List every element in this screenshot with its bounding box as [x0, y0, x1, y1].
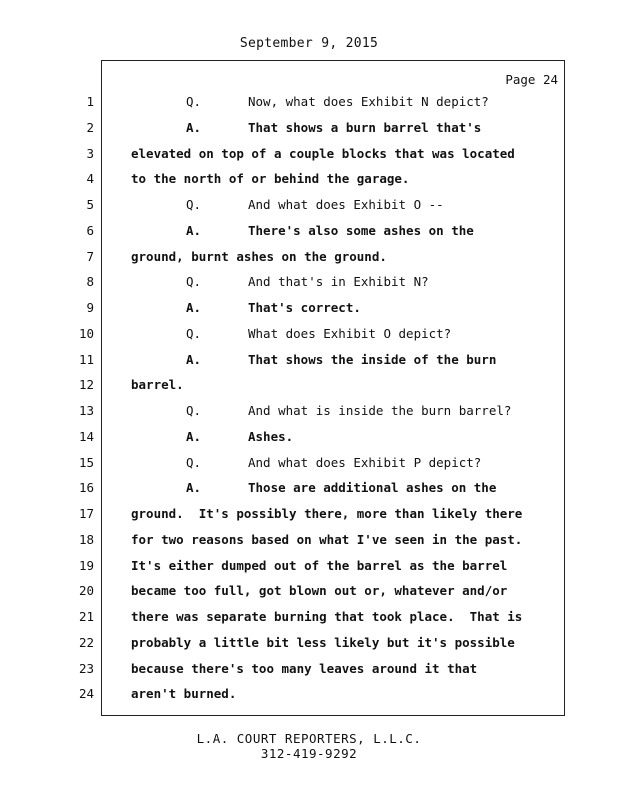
line-number: 1 — [86, 94, 94, 109]
line-number: 11 — [78, 351, 94, 367]
line-number: 23 — [78, 660, 94, 676]
line-text: That shows the inside of the burn — [248, 351, 497, 367]
answer-marker: A. — [186, 351, 202, 367]
line-text: ground, burnt ashes on the ground. — [131, 248, 387, 264]
line-text: to the north of or behind the garage. — [131, 171, 410, 187]
line-text: There's also some ashes on the — [248, 222, 474, 238]
transcript-line — [0, 429, 618, 451]
transcript-line — [0, 532, 618, 554]
transcript-line — [0, 300, 618, 322]
question-marker: Q. — [186, 454, 202, 470]
line-text: probably a little bit less likely but it's possible — [131, 634, 515, 650]
transcript-line — [0, 635, 618, 657]
line-number: 12 — [78, 377, 94, 393]
line-text: ground. It's possibly there, more than likely there — [131, 506, 523, 521]
answer-marker: A. — [186, 222, 202, 238]
question-marker: Q. — [186, 325, 202, 341]
transcript-line — [0, 506, 618, 528]
line-text: for two reasons based on what I've seen in the past. — [131, 531, 523, 547]
line-text: Ashes. — [248, 428, 294, 444]
question-marker: Q. — [186, 274, 202, 290]
line-number: 5 — [86, 197, 94, 212]
line-number: 13 — [78, 403, 94, 418]
line-number: 3 — [86, 145, 94, 161]
line-number: 19 — [78, 557, 94, 573]
line-text: What does Exhibit O depict? — [248, 325, 452, 341]
line-text: barrel. — [131, 377, 184, 393]
question-marker: Q. — [186, 197, 202, 212]
line-text: That's correct. — [248, 300, 361, 315]
line-text: And what is inside the burn barrel? — [248, 403, 512, 418]
line-number: 2 — [86, 119, 94, 135]
transcript-line — [0, 377, 618, 399]
line-text: And what does Exhibit O -- — [248, 197, 444, 212]
line-text: And that's in Exhibit N? — [248, 274, 429, 290]
court-reporter-phone: 312-419-9292 — [260, 746, 358, 761]
line-number: 7 — [86, 248, 94, 264]
line-text: It's either dumped out of the barrel as the barrel — [131, 557, 508, 573]
line-number: 6 — [86, 222, 94, 238]
line-number: 10 — [78, 325, 94, 341]
transcript-line — [0, 583, 618, 605]
answer-marker: A. — [186, 119, 202, 135]
line-number: 9 — [86, 300, 94, 315]
transcript-line — [0, 326, 618, 348]
transcript-line — [0, 558, 618, 580]
line-text: aren't burned. — [131, 686, 237, 702]
line-number: 20 — [78, 583, 94, 599]
line-number: 22 — [78, 634, 94, 650]
transcript-line — [0, 223, 618, 245]
line-text: And what does Exhibit P depict? — [248, 454, 482, 470]
answer-marker: A. — [186, 480, 202, 496]
line-number: 17 — [78, 506, 94, 521]
answer-marker: A. — [186, 300, 202, 315]
line-number: 16 — [78, 480, 94, 496]
page-number: Page 24 — [505, 72, 558, 87]
line-number: 4 — [86, 171, 94, 187]
line-text: Now, what does Exhibit N depict? — [248, 94, 489, 109]
transcript-line — [0, 171, 618, 193]
transcript-line — [0, 403, 618, 425]
transcript-line — [0, 661, 618, 683]
transcript-line — [0, 146, 618, 168]
line-text: because there's too many leaves around it that — [131, 660, 478, 676]
line-number: 18 — [78, 531, 94, 547]
transcript-line — [0, 480, 618, 502]
line-text: became too full, got blown out or, whatever and/or — [131, 583, 508, 599]
transcript-line — [0, 686, 618, 708]
line-text: elevated on top of a couple blocks that was located — [131, 145, 515, 161]
transcript-line — [0, 197, 618, 219]
question-marker: Q. — [186, 94, 202, 109]
transcript-line — [0, 455, 618, 477]
transcript-line — [0, 120, 618, 142]
line-text: there was separate burning that took place. That is — [131, 609, 523, 624]
line-number: 15 — [78, 454, 94, 470]
transcript-line — [0, 352, 618, 374]
answer-marker: A. — [186, 428, 202, 444]
line-number: 24 — [78, 686, 94, 702]
line-number: 21 — [78, 609, 94, 624]
court-reporter-name: L.A. COURT REPORTERS, L.L.C. — [196, 731, 422, 746]
transcript-line — [0, 609, 618, 631]
transcript-date: September 9, 2015 — [239, 36, 379, 51]
transcript-line — [0, 274, 618, 296]
question-marker: Q. — [186, 403, 202, 418]
transcript-line — [0, 249, 618, 271]
line-text: Those are additional ashes on the — [248, 480, 497, 496]
line-number: 14 — [78, 428, 94, 444]
transcript-line — [0, 94, 618, 116]
line-text: That shows a burn barrel that's — [248, 119, 482, 135]
line-number: 8 — [86, 274, 94, 290]
